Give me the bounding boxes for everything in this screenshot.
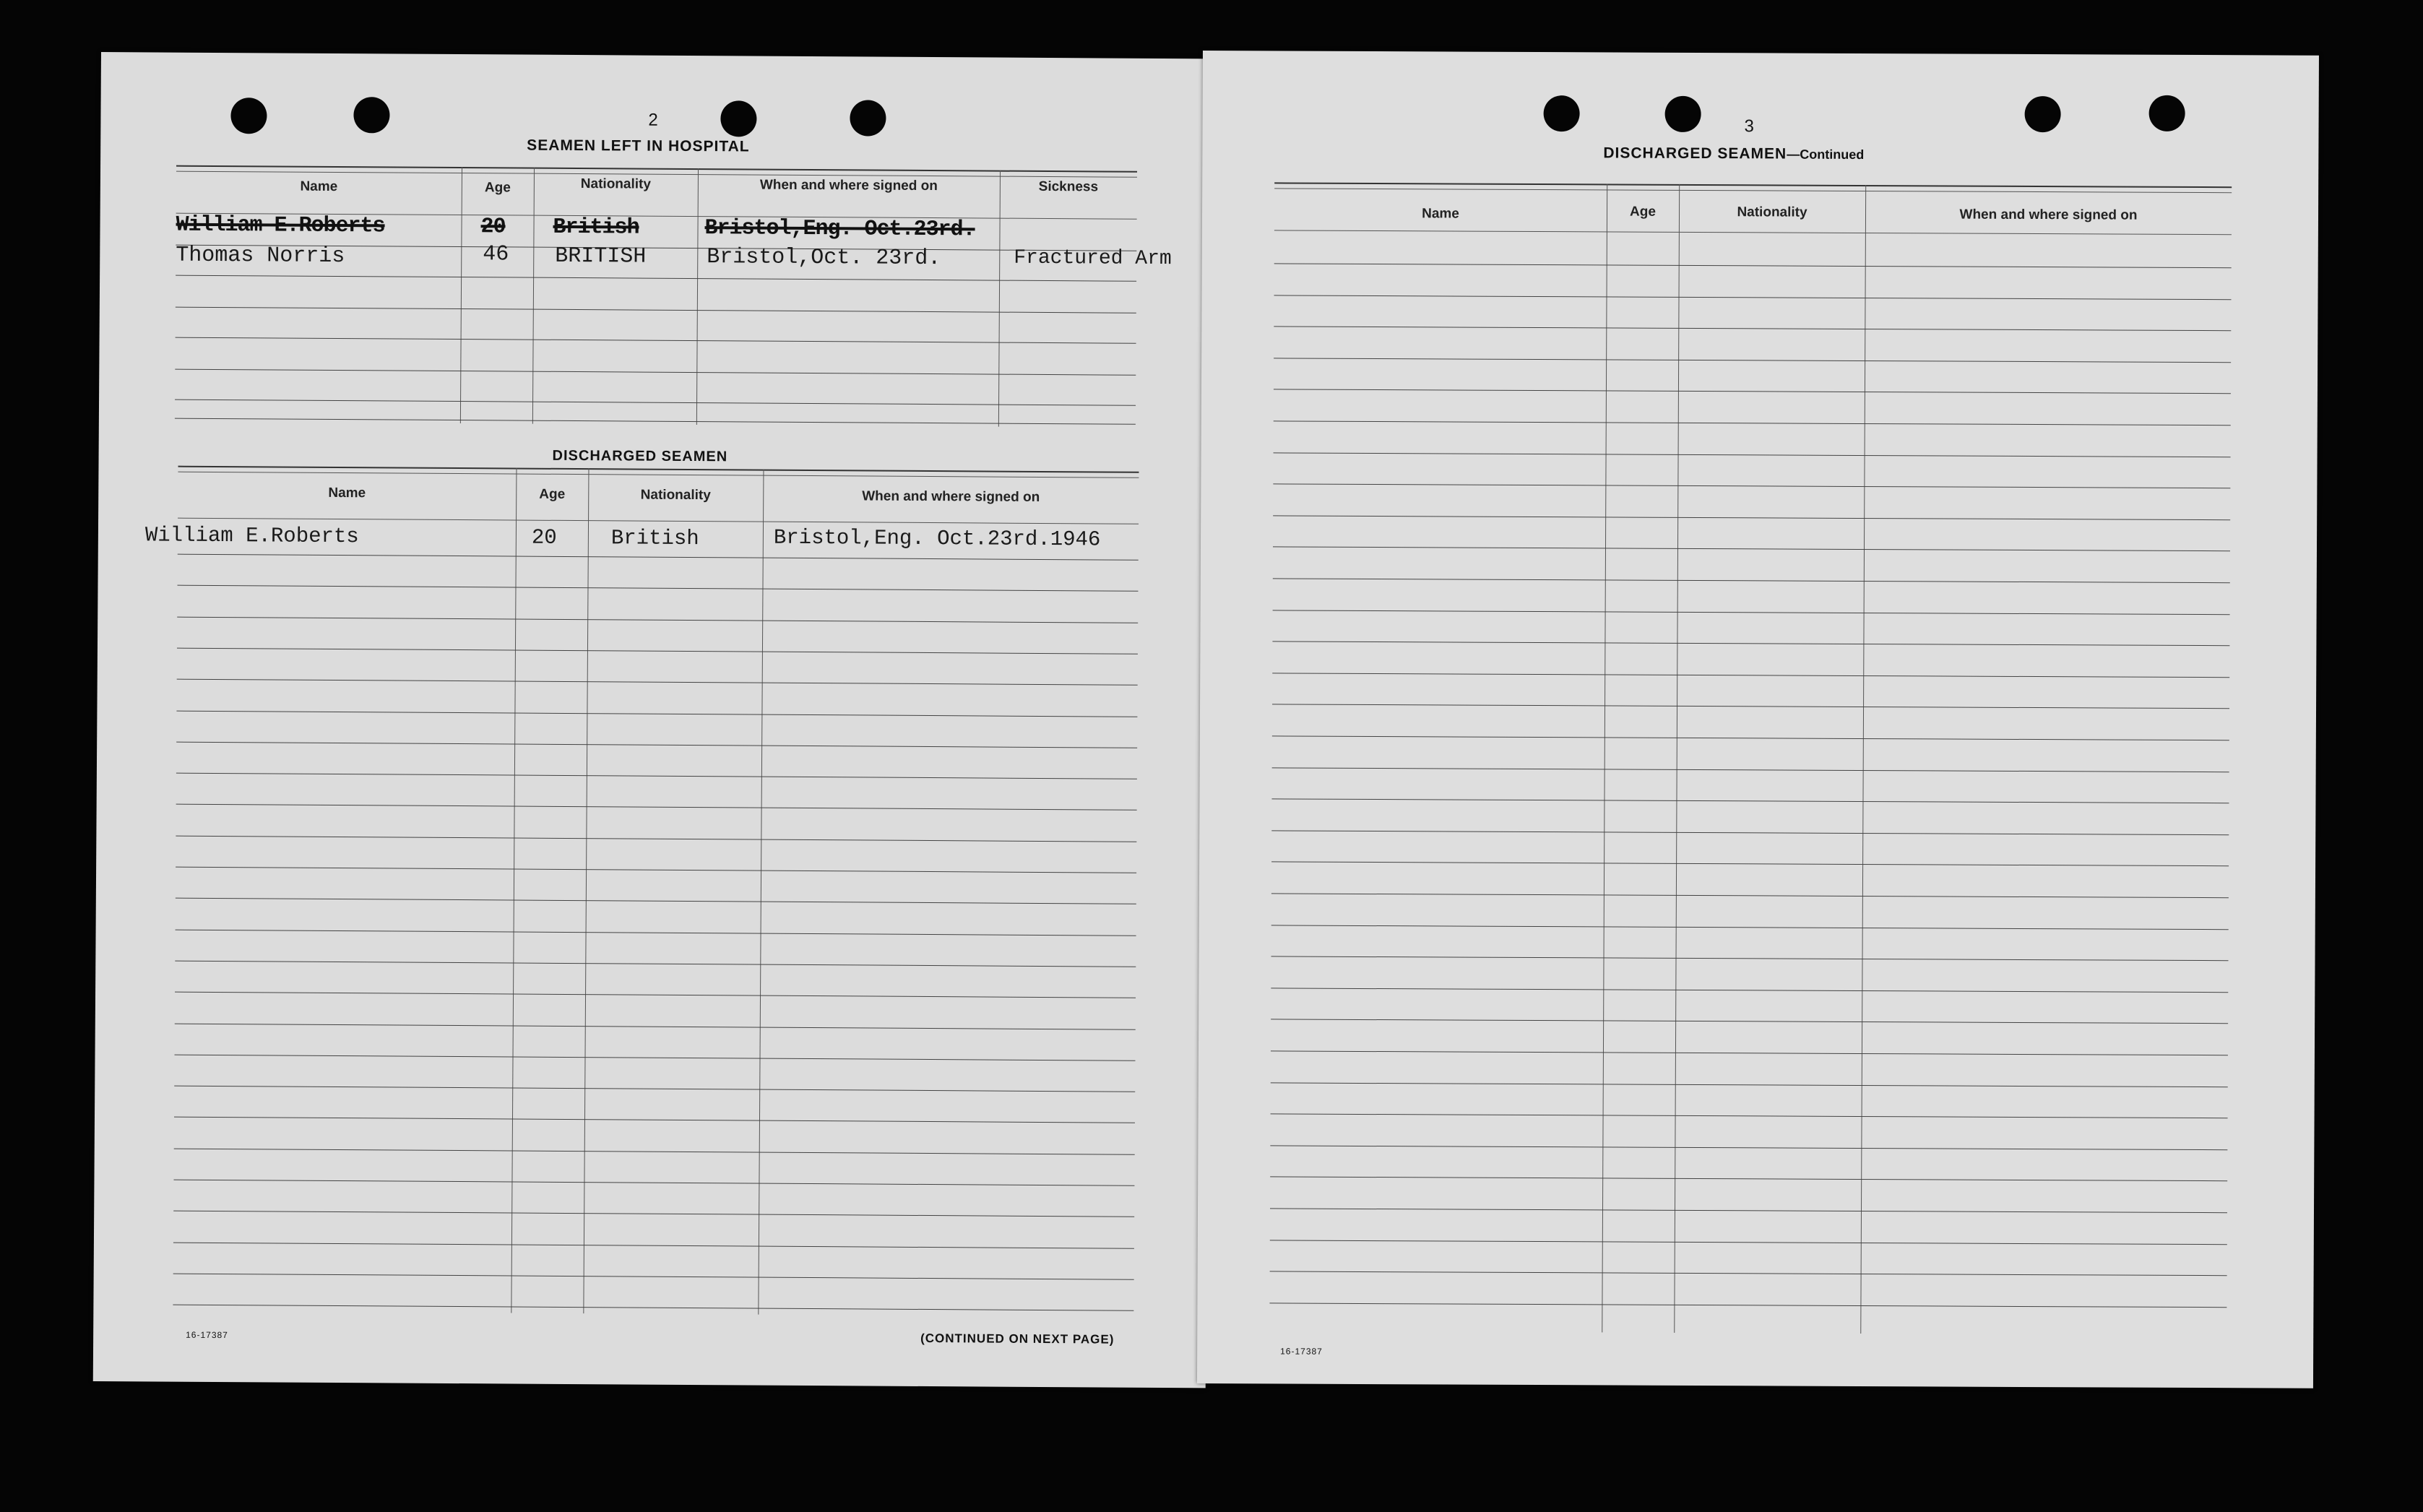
punch-hole xyxy=(353,97,389,133)
column-header-nationality: Nationality xyxy=(580,176,652,192)
ruled-line xyxy=(1271,925,2229,930)
ruled-line xyxy=(1271,893,2229,898)
ruled-line xyxy=(1271,862,2229,867)
page-title-main: DISCHARGED SEAMEN xyxy=(1603,144,1787,163)
ruled-line xyxy=(1272,735,2229,740)
right-page xyxy=(1197,51,2319,1388)
ruled-line xyxy=(177,585,1138,592)
table-cell-nationality: British xyxy=(553,215,639,241)
ruled-line xyxy=(176,741,1137,748)
ruled-line xyxy=(1270,1271,2227,1276)
ruled-line xyxy=(1274,263,2232,268)
ruled-line xyxy=(1270,1208,2227,1213)
ruled-line xyxy=(176,835,1136,842)
ruled-line xyxy=(176,929,1136,936)
discharged-continued-table xyxy=(1269,182,2232,1335)
ruled-line xyxy=(1271,1082,2228,1087)
punch-hole xyxy=(2025,96,2061,132)
table-cell-age: 20 xyxy=(480,215,506,240)
ruled-line xyxy=(1273,610,2230,615)
page-number: 3 xyxy=(1744,116,1754,137)
ruled-line xyxy=(176,898,1136,904)
ruled-line xyxy=(1274,295,2232,300)
ruled-line xyxy=(174,1086,1135,1092)
ruled-line xyxy=(1271,799,2229,804)
hospital-section-title: SEAMEN LEFT IN HOSPITAL xyxy=(527,137,750,155)
ruled-line xyxy=(176,773,1137,779)
table-cell-name: William E.Roberts xyxy=(176,212,385,239)
ruled-line xyxy=(175,992,1136,998)
table-cell-signed-on: Bristol,Oct. 23rd. xyxy=(707,245,941,272)
punch-hole xyxy=(230,98,267,134)
table-cell-name: William E.Roberts xyxy=(144,523,359,549)
table-cell-name: Thomas Norris xyxy=(176,243,345,269)
column-header-name: Name xyxy=(300,178,338,195)
ruled-line xyxy=(1274,452,2231,457)
column-header-name: Name xyxy=(1422,206,1459,222)
ruled-line xyxy=(174,1148,1135,1154)
ruled-line xyxy=(176,867,1136,873)
ruled-line xyxy=(176,710,1137,717)
table-cell-signed-on: Bristol,Eng. Oct.23rd. xyxy=(704,216,975,243)
punch-hole xyxy=(850,100,886,136)
punch-hole xyxy=(1544,95,1580,131)
ruled-line xyxy=(173,1305,1133,1311)
ruled-line xyxy=(178,554,1139,561)
discharged-table xyxy=(144,466,1139,1317)
discharged-section-title: DISCHARGED SEAMEN xyxy=(552,447,728,465)
punch-hole xyxy=(2149,95,2185,131)
ruled-line xyxy=(173,1180,1134,1186)
ruled-line xyxy=(173,1274,1134,1280)
ruled-line xyxy=(1270,1240,2227,1245)
column-header-age: Age xyxy=(484,180,511,196)
ruled-line xyxy=(1274,420,2231,425)
ruled-line xyxy=(175,1054,1136,1060)
punch-hole xyxy=(720,100,756,137)
form-number: 16-17387 xyxy=(1280,1346,1323,1357)
ruled-line xyxy=(1273,484,2230,489)
hospital-table xyxy=(175,165,1172,428)
table-cell-signed-on: Bristol,Eng. Oct.23rd.1946 xyxy=(773,525,1101,552)
ruled-line xyxy=(173,1211,1134,1217)
ruled-line xyxy=(1273,547,2230,552)
table-cell-sickness: Fractured Arm xyxy=(1014,246,1172,271)
ruled-line xyxy=(1271,830,2229,835)
continued-note: (CONTINUED ON NEXT PAGE) xyxy=(920,1331,1115,1347)
table-cell-age: 20 xyxy=(531,525,557,550)
ruled-line xyxy=(1271,1019,2228,1024)
ruled-line xyxy=(1274,358,2231,363)
ruled-line xyxy=(1270,1145,2227,1150)
ruled-line xyxy=(1273,578,2230,583)
ruled-line xyxy=(1272,704,2229,709)
ruled-line xyxy=(173,1242,1134,1248)
ruled-line xyxy=(1272,641,2229,647)
table-cell-age: 46 xyxy=(483,242,509,267)
page-title-suffix: —Continued xyxy=(1787,147,1865,162)
ruled-line xyxy=(177,616,1138,623)
ruled-line xyxy=(177,679,1138,686)
column-header-signed-on: When and where signed on xyxy=(759,177,938,194)
ruled-line xyxy=(1269,1303,2227,1308)
ruled-line xyxy=(1272,767,2229,772)
ruled-line xyxy=(1274,389,2231,394)
table-cell-nationality: BRITISH xyxy=(555,243,647,269)
column-header-name: Name xyxy=(328,485,366,501)
column-header-signed-on: When and where signed on xyxy=(862,488,1040,505)
ruled-line xyxy=(1271,956,2229,962)
ruled-line xyxy=(1271,1114,2228,1119)
ruled-line xyxy=(1273,515,2230,520)
ruled-line xyxy=(175,961,1136,967)
page-number: 2 xyxy=(648,110,658,130)
page-title xyxy=(1603,144,1864,163)
ruled-line xyxy=(1270,1177,2227,1182)
ruled-line xyxy=(1271,1050,2228,1055)
column-header-age: Age xyxy=(539,486,566,502)
form-number: 16-17387 xyxy=(186,1329,228,1341)
ruled-line xyxy=(1271,988,2228,993)
table-cell-nationality: British xyxy=(610,526,699,551)
ruled-line xyxy=(175,1023,1136,1029)
column-header-sickness: Sickness xyxy=(1038,178,1099,195)
left-page xyxy=(93,52,1214,1388)
column-header-signed-on: When and where signed on xyxy=(1959,207,2138,223)
ruled-line xyxy=(174,1117,1135,1123)
ruled-line xyxy=(176,804,1137,811)
punch-hole xyxy=(1665,96,1701,132)
ruled-line xyxy=(177,648,1138,655)
column-header-age: Age xyxy=(1630,204,1657,220)
ruled-line xyxy=(1274,327,2231,332)
column-header-nationality: Nationality xyxy=(1737,204,1807,220)
ruled-line xyxy=(1272,673,2229,678)
column-header-nationality: Nationality xyxy=(640,487,711,504)
